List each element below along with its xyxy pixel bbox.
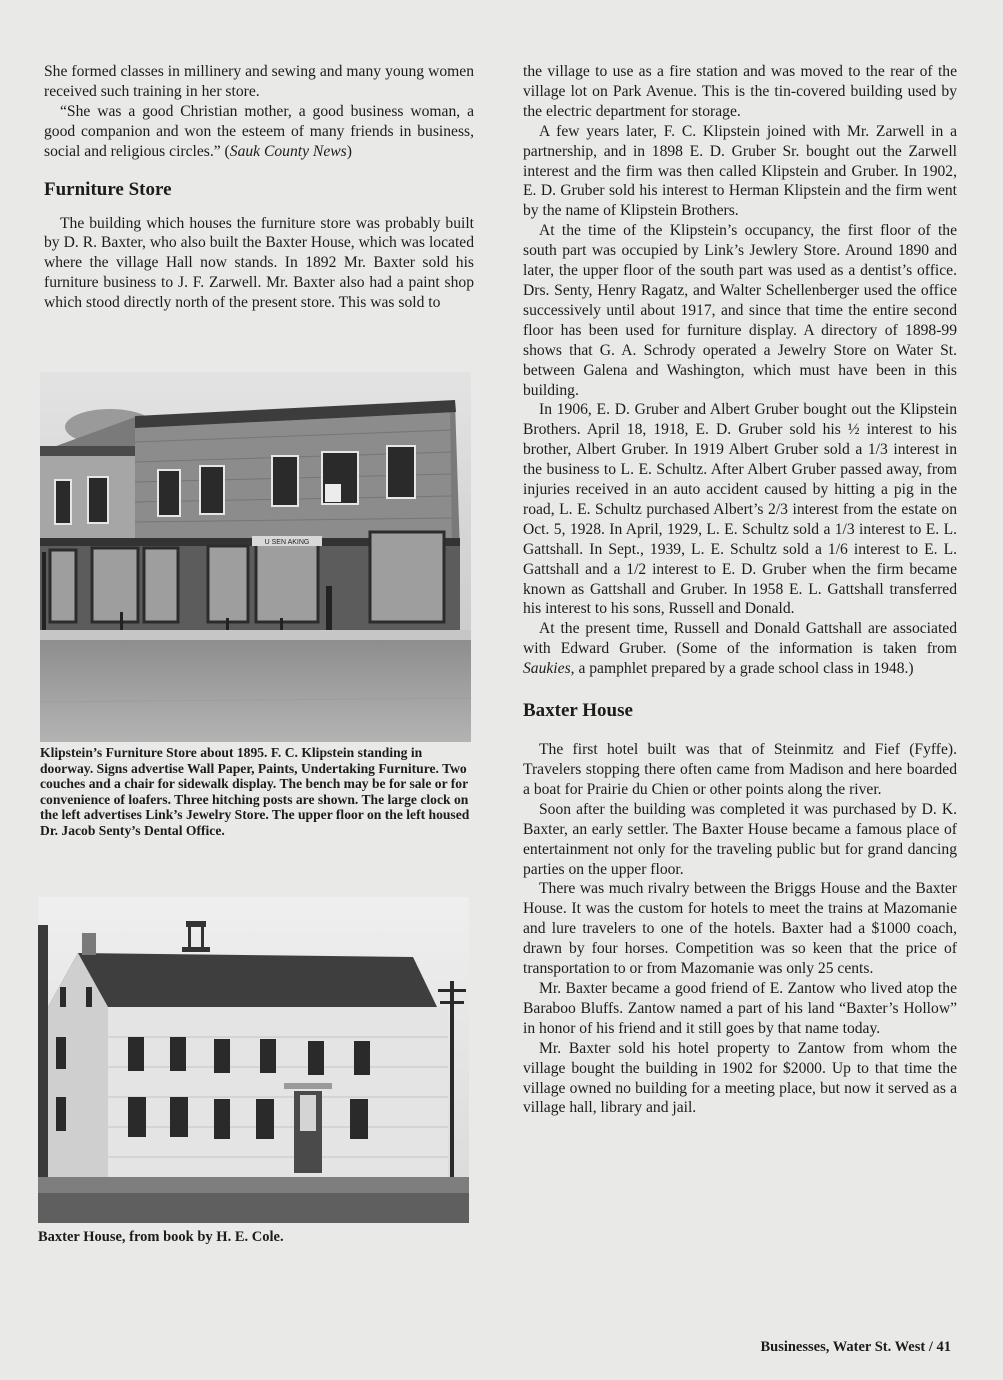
- section-heading-baxter-house: Baxter House: [523, 700, 633, 722]
- source-citation: Sauk County News: [229, 142, 347, 160]
- paragraph-quote: “She was a good Christian mother, a good business woman, a good companion and won the esteem of many friends in business, social and religious circles.” (Sauk County News): [44, 102, 474, 160]
- paragraph: The first hotel built was that of Steinmitz and Fief (Fyffe). Travelers stopping there often came from Madison and here boarded a boat for Prairie du Chien or other points along the river.: [523, 741, 957, 798]
- paragraph: In 1906, E. D. Gruber and Albert Gruber bought out the Klipstein Brothers. April 18, 1918, E. D. Gruber sold his ½ interest to his brother, Albert Gruber. In 1919 Albert Gruber sold a 1/3 interest in the business to L. E. Schultz. After Albert Gruber passed away, from injuries received in an auto accident caused by hitting a pig in the road, L. E. Schultz purchased Albert’s 2/3 interest from the estate on Oct. 5, 1928. In April, 1929, L. E. Schultz sold a 1/3 interest to E. L. Gattshall. In Sept., 1939, L. E. Schultz sold a 1/6 interest to E. L. Gattshall and a 1/2 interest to E. D. Gruber when the firm became known as Gattshall and Gruber. In 1958 E. L. Gattshall transferred his interest to his sons, Russell and Donald.: [523, 401, 957, 618]
- paragraph: There was much rivalry between the Briggs House and the Baxter House. It was the custom for hotels to meet the trains at Mazomanie and lure travelers to one of the hotels. Baxter had a $1000 coach, drawn by four horses. Competition was so keen that the price of transportation to or from Mazomanie was only 25 cents.: [523, 880, 957, 978]
- source-citation: Saukies: [523, 660, 571, 678]
- store-sign: U SEN AKING: [264, 539, 310, 546]
- paragraph: Mr. Baxter sold his hotel property to Zantow from whom the village bought the building in 1902 for $2000. Up to that time the village owned no building for a meeting place, but now it served as a village hall, library and jail.: [523, 1039, 957, 1117]
- paragraph: At the present time, Russell and Donald Gattshall are associated with Edward Gruber. (Some of the information is taken from Saukies, a pamphlet prepared by a grade school class in 1948.): [523, 620, 957, 678]
- paragraph: the village to use as a fire station and was moved to the rear of the village lot on Park Avenue. This is the tin-covered building used by the electric department for storage.: [523, 63, 957, 120]
- paragraph: Soon after the building was completed it was purchased by D. K. Baxter, an early settler. The Baxter House became a famous place of entertainment not only for the traveling public but for grand dancing parties on the upper floor.: [523, 800, 957, 878]
- section-heading-furniture-store: Furniture Store: [44, 178, 172, 200]
- furniture-store-photo: [40, 372, 471, 742]
- baxter-house-photo: [38, 897, 469, 1223]
- paragraph: She formed classes in millinery and sewing and many young women received such training in her store.: [44, 63, 474, 100]
- right-column: [523, 62, 957, 1118]
- paragraph: The building which houses the furniture store was probably built by D. R. Baxter, who also built the Baxter House, which was located where the village Hall now stands. In 1892 Mr. Baxter sold his furniture business to J. F. Zarwell. Mr. Baxter also had a paint shop which stood directly north of the present store. This was sold to: [44, 214, 474, 312]
- paragraph: A few years later, F. C. Klipstein joined with Mr. Zarwell in a partnership, and in 1898 E. D. Gruber Sr. bought out the Zarwell interest and the firm was then called Klipstein and Gruber. In 1902, E. D. Gruber sold his interest to Herman Klipstein and the firm went by the name of Klipstein Brothers.: [523, 122, 957, 220]
- paragraph: At the time of the Klipstein’s occupancy, the first floor of the south part was occupied by Link’s Jewlery Store. Around 1890 and later, the upper floor of the south part was used as a dentist’s office. Drs. Senty, Henry Ragatz, and Walter Schellenberger used the office successively until about 1917, and since that time the entire second floor has been used for furniture display. A directory of 1898-99 shows that G. A. Schrody operated a Jewelry Store on Water St. between Galena and Washington, which must have been in this building.: [523, 222, 957, 399]
- page-footer: Businesses, Water St. West / 41: [760, 1339, 951, 1355]
- furniture-store-caption: Klipstein’s Furniture Store about 1895. F. C. Klipstein standing in doorway. Signs advertise Wall Paper, Paints, Undertaking Furniture. Two couches and a chair for sidewalk display. The bench may be for sale or for convenience of loafers. Three hitching posts are shown. The large clock on the left advertises Link’s Jewelry Store. The upper floor on the left housed Dr. Jacob Senty’s Dental Office.: [40, 745, 470, 838]
- baxter-house-caption: Baxter House, from book by H. E. Cole.: [38, 1229, 284, 1245]
- paragraph: Mr. Baxter became a good friend of E. Zantow who lived atop the Baraboo Bluffs. Zantow named a part of his land “Baxter’s Hollow” in honor of his friend and it still goes by that name today.: [523, 979, 957, 1037]
- left-column: [44, 62, 474, 313]
